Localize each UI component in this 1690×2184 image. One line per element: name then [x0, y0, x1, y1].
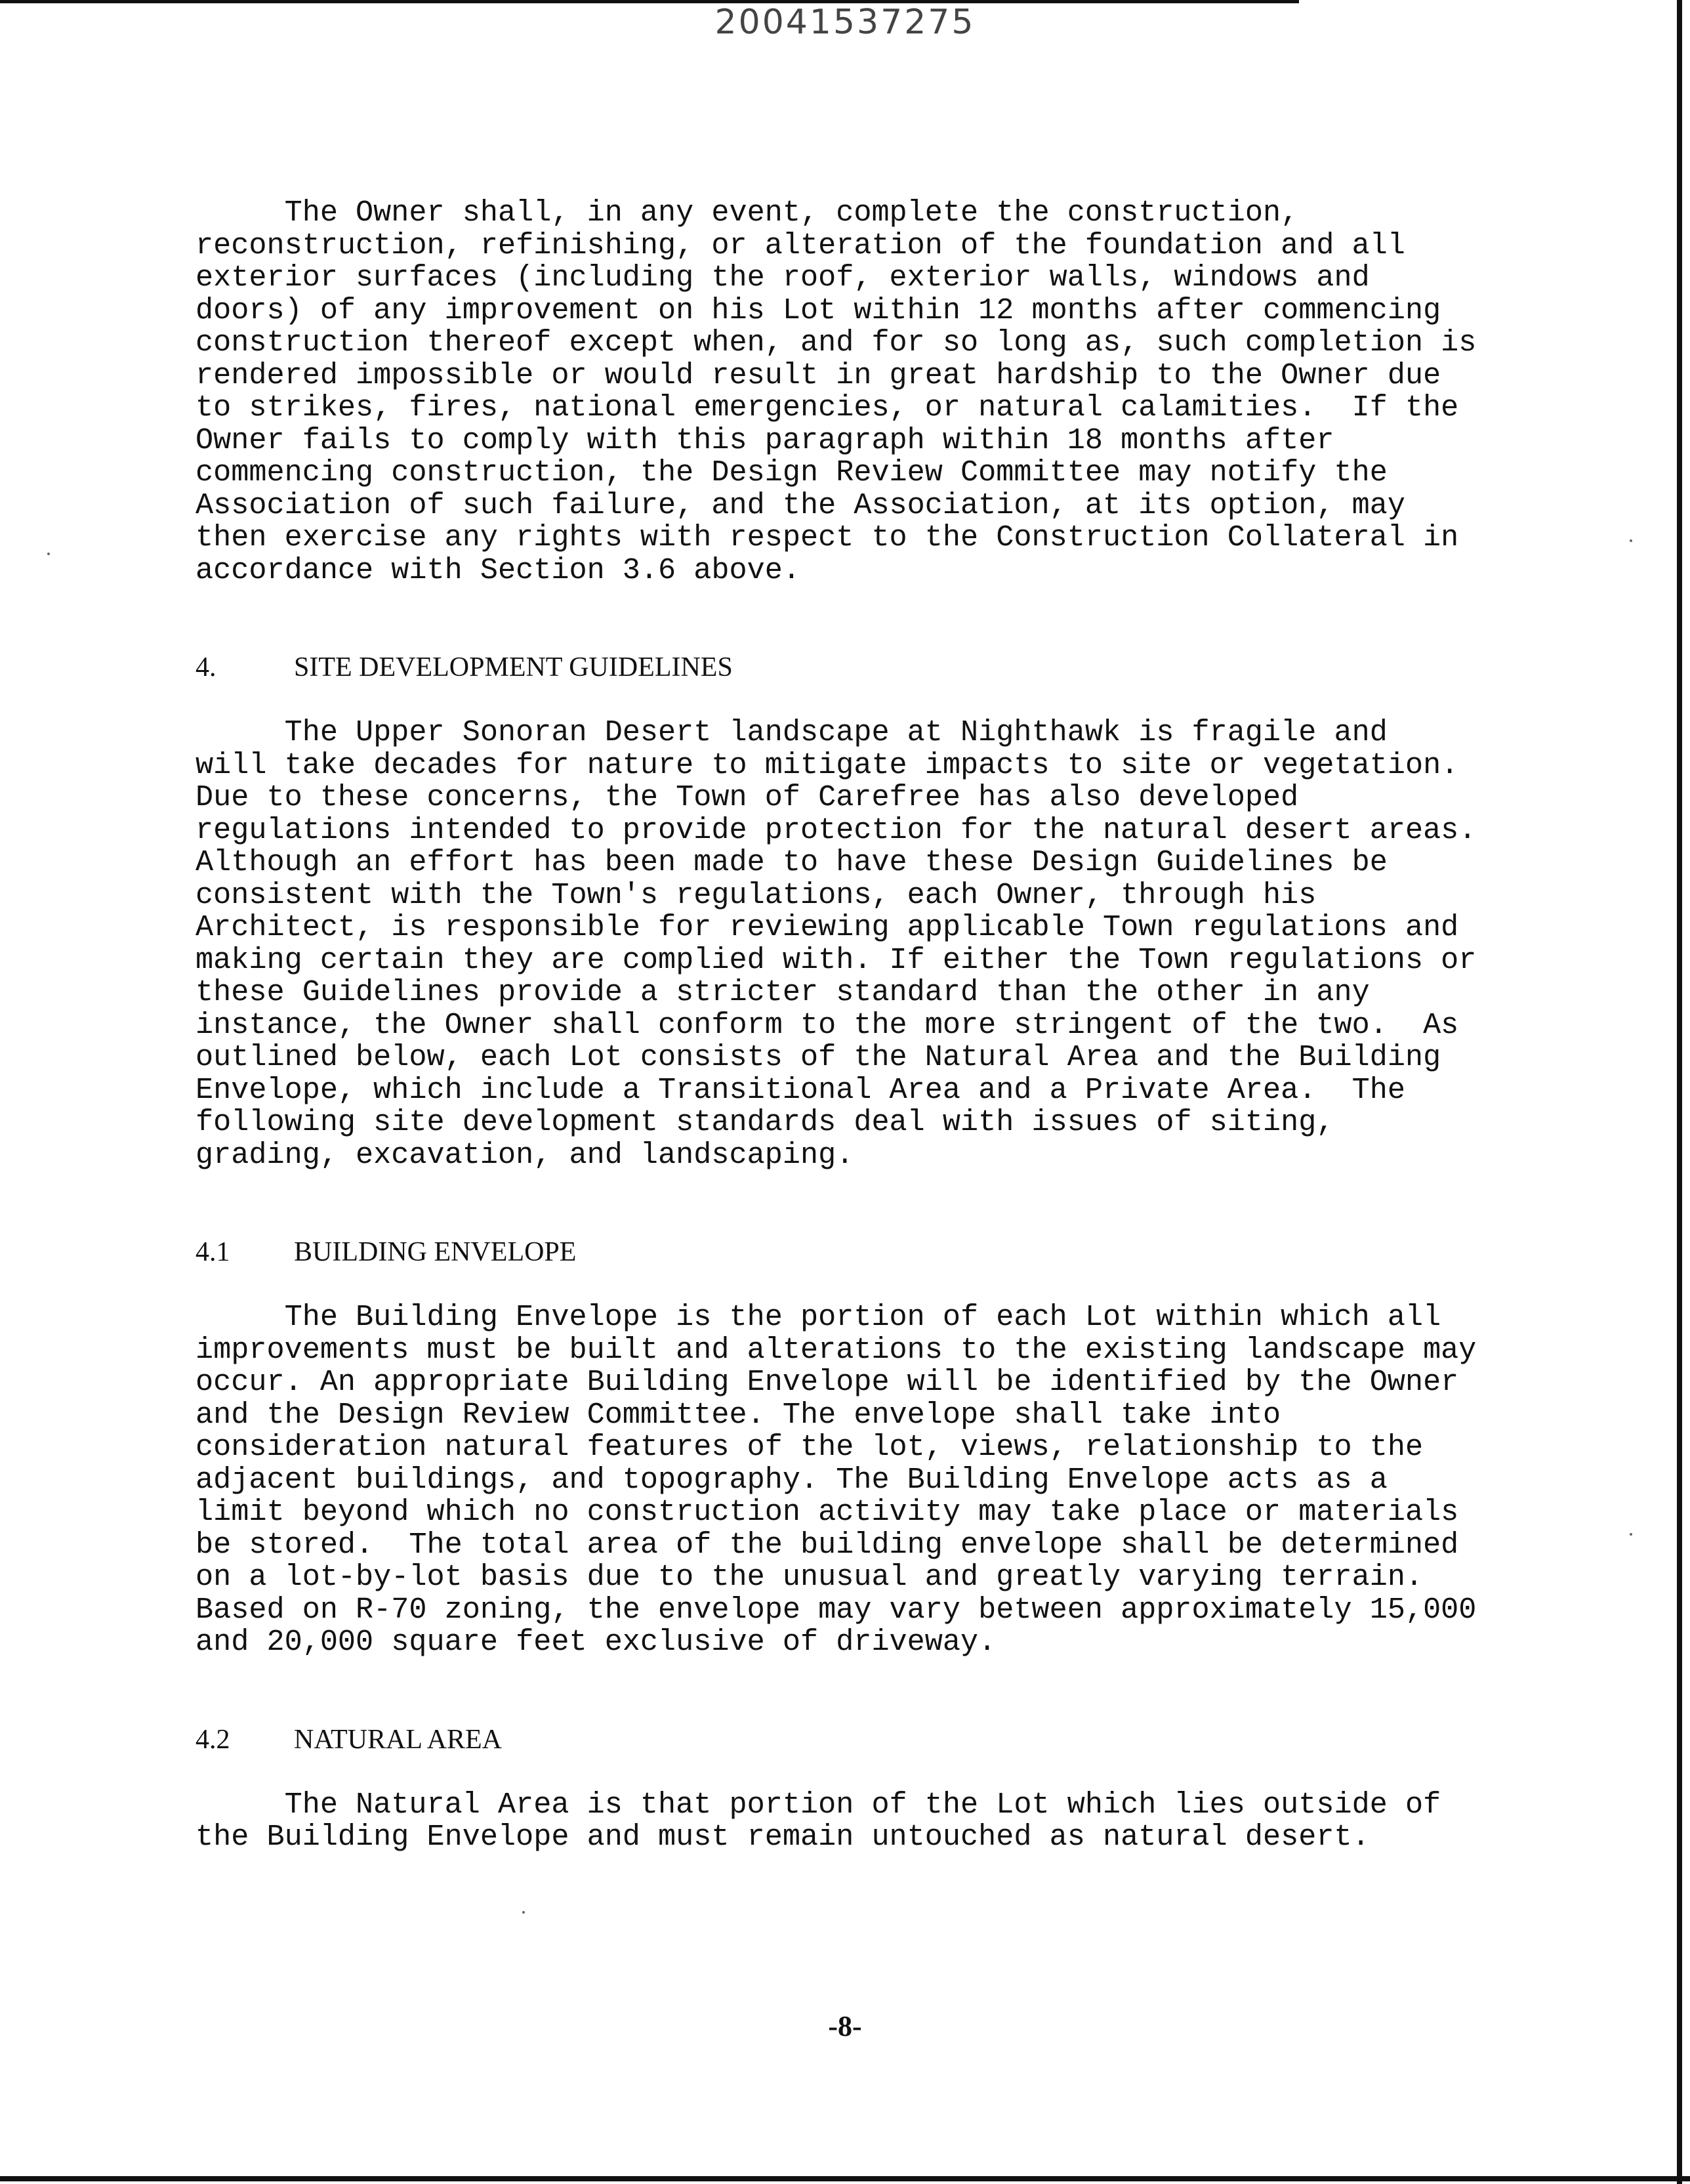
text-line: the Building Envelope and must remain untouched as natural desert. [196, 1820, 1370, 1854]
text-line: Due to these concerns, the Town of Carefree has also developed [196, 780, 1299, 814]
scan-speck [522, 1911, 525, 1914]
text-line: on a lot-by-lot basis due to the unusual and greatly varying terrain. [196, 1560, 1424, 1594]
text-line: exterior surfaces (including the roof, exterior walls, windows and [196, 261, 1370, 295]
section-number: 4. [196, 652, 216, 682]
text-line: reconstruction, refinishing, or alteration of the foundation and all [196, 228, 1405, 262]
scan-right-border [1677, 0, 1682, 2184]
text-line: will take decades for nature to mitigate impacts to site or vegetation. [196, 747, 1459, 782]
text-line: and the Design Review Committee. The envelope shall take into [196, 1397, 1281, 1432]
text-line: limit beyond which no construction activity may take place or materials [196, 1495, 1459, 1529]
text-line: regulations intended to provide protection for the natural desert areas. [196, 812, 1477, 847]
text-line: to strikes, fires, national emergencies, or natural calamities. If the [196, 390, 1459, 425]
section-heading [196, 1236, 1573, 1269]
text-line: The Natural Area is that portion of the Lot which lies outside of [196, 1787, 1441, 1822]
text-line: instance, the Owner shall conform to the more stringent of the two. As [196, 1007, 1459, 1042]
paragraph [196, 197, 1573, 587]
scan-speck [1630, 1533, 1632, 1536]
text-line: The Owner shall, in any event, complete the construction, [196, 196, 1299, 230]
paragraph [196, 1789, 1573, 1854]
text-line: and 20,000 square feet exclusive of driveway. [196, 1625, 997, 1659]
text-line: Architect, is responsible for reviewing applicable Town regulations and [196, 910, 1459, 944]
text-line: adjacent buildings, and topography. The Building Envelope acts as a [196, 1462, 1388, 1497]
text-line: accordance with Section 3.6 above. [196, 553, 800, 587]
text-line: commencing construction, the Design Review Committee may notify the [196, 455, 1388, 490]
text-line: Envelope, which include a Transitional Area and a Private Area. The [196, 1072, 1405, 1107]
paragraph [196, 1301, 1573, 1659]
scan-speck [1630, 539, 1632, 542]
text-line: doors) of any improvement on his Lot within 12 months after commencing [196, 293, 1441, 327]
text-line: Although an effort has been made to have these Design Guidelines be [196, 845, 1388, 879]
section-number: 4.1 [196, 1237, 230, 1267]
page-number: -8- [828, 2010, 862, 2042]
text-line: The Building Envelope is the portion of each Lot within which all [196, 1300, 1441, 1334]
text-line: The Upper Sonoran Desert landscape at Nighthawk is fragile and [196, 715, 1388, 749]
text-line: rendered impossible or would result in great hardship to the Owner due [196, 358, 1441, 392]
text-line: occur. An appropriate Building Envelope will be identified by the Owner [196, 1365, 1459, 1399]
section-number: 4.2 [196, 1724, 230, 1755]
text-line: these Guidelines provide a stricter standard than the other in any [196, 975, 1370, 1009]
text-line: construction thereof except when, and for so long as, such completion is [196, 326, 1477, 360]
text-line: outlined below, each Lot consists of the Natural Area and the Building [196, 1040, 1441, 1074]
text-line: be stored. The total area of the building envelope shall be determined [196, 1527, 1459, 1562]
section-heading [196, 1724, 1573, 1757]
scan-bottom-border [0, 2176, 1690, 2181]
paragraph [196, 717, 1573, 1171]
text-line: Based on R-70 zoning, the envelope may vary between approximately 15,000 [196, 1592, 1477, 1627]
text-line: Owner fails to comply with this paragraph within 18 months after [196, 423, 1334, 457]
section-title: NATURAL AREA [294, 1724, 502, 1755]
text-line: improvements must be built and alterations to the existing landscape may [196, 1332, 1477, 1367]
scan-speck [47, 553, 50, 555]
document-number: 20041537275 [714, 3, 976, 42]
text-line: following site development standards deal with issues of siting, [196, 1105, 1334, 1139]
section-heading [196, 652, 1573, 684]
text-line: consideration natural features of the lot, views, relationship to the [196, 1430, 1424, 1464]
text-line: making certain they are complied with. If either the Town regulations or [196, 942, 1477, 977]
section-title: BUILDING ENVELOPE [294, 1237, 577, 1267]
text-line: then exercise any rights with respect to the Construction Collateral in [196, 520, 1459, 555]
text-line: Association of such failure, and the Association, at its option, may [196, 488, 1405, 522]
text-line: grading, excavation, and landscaping. [196, 1137, 854, 1172]
text-line: consistent with the Town's regulations, each Owner, through his [196, 877, 1317, 912]
document-body [196, 197, 1573, 1854]
section-title: SITE DEVELOPMENT GUIDELINES [294, 652, 733, 682]
